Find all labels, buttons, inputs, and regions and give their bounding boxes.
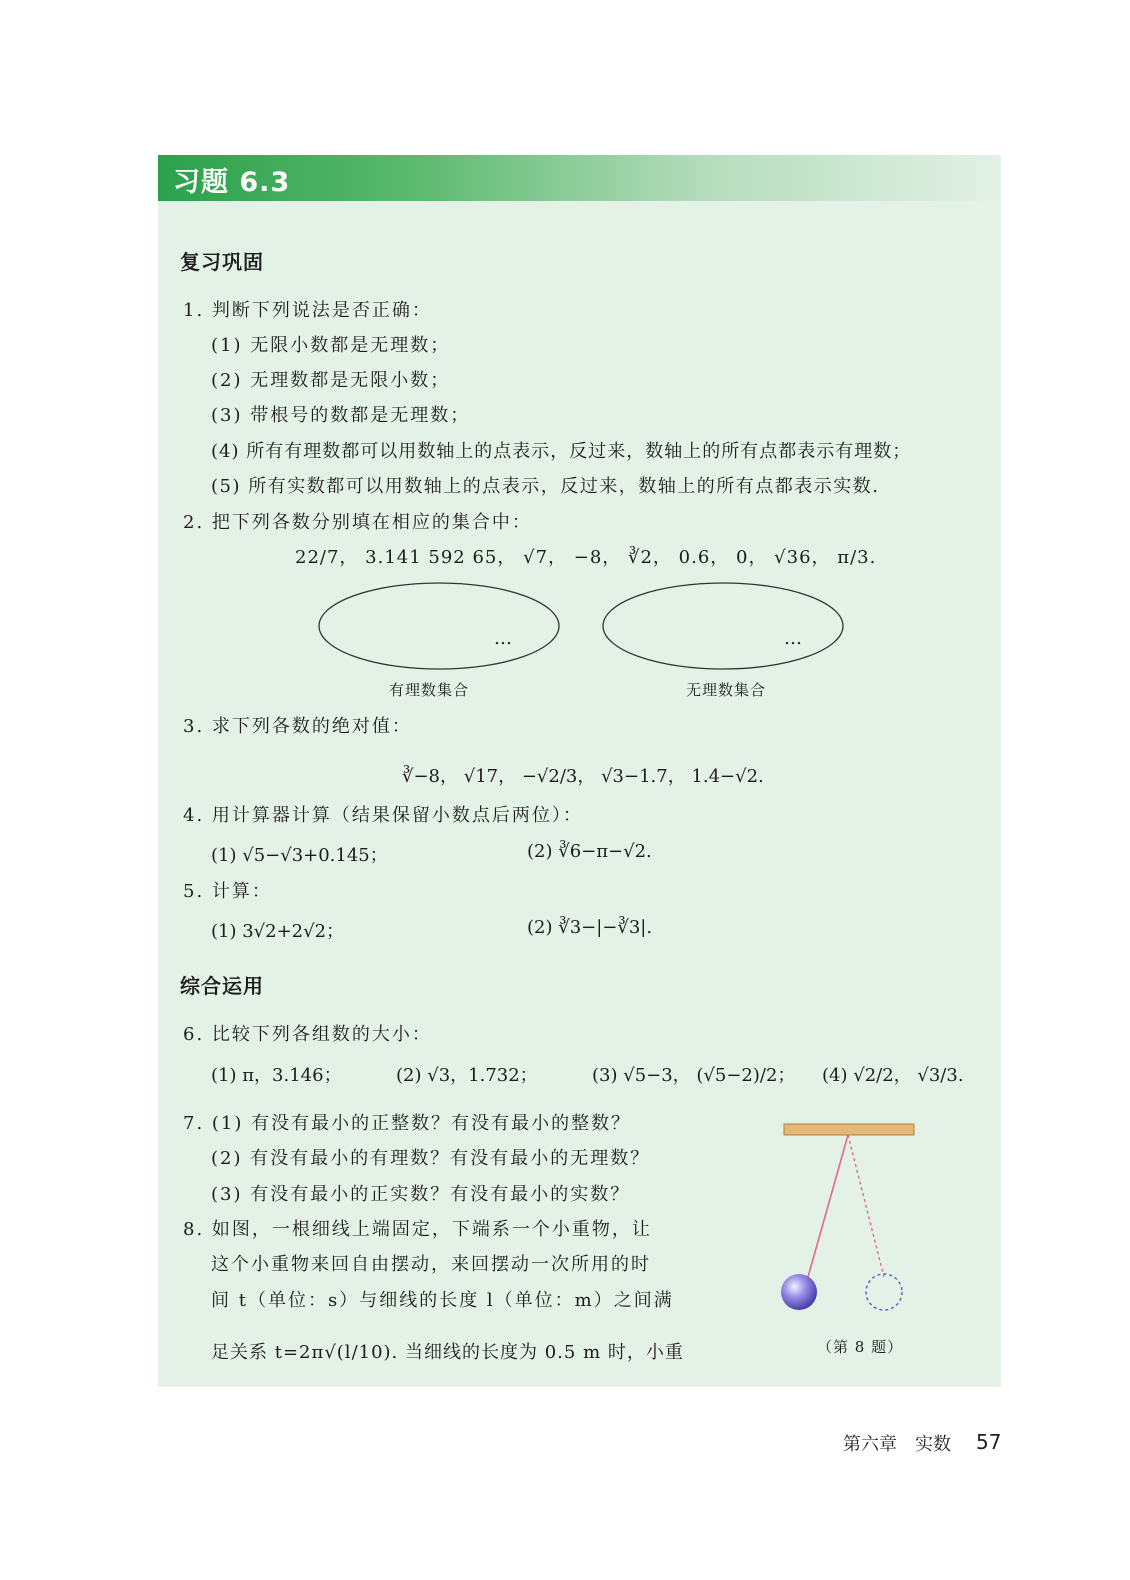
- irrational-set-ellipsis: …: [784, 628, 802, 649]
- pendulum-ball: [781, 1274, 817, 1310]
- pendulum-figure: [770, 1115, 930, 1330]
- q7-part-1: 7. (1) 有没有最小的正整数？有没有最小的整数？: [183, 1113, 632, 1134]
- q4-part-2: (2) ∛6−π−√2.: [527, 841, 652, 862]
- irrational-set-label: 无理数集合: [686, 681, 767, 699]
- q5-part-2: (2) ∛3−|−∛3|.: [527, 917, 653, 938]
- q7-part-3: (3) 有没有最小的正实数？有没有最小的实数？: [211, 1184, 631, 1205]
- pendulum-ball-ghost: [866, 1274, 902, 1310]
- q7-part-2: (2) 有没有最小的有理数？有没有最小的无理数？: [211, 1148, 651, 1169]
- irrational-set-ellipse: [603, 583, 843, 669]
- q1-item-5: (5) 所有实数都可以用数轴上的点表示，反过来，数轴上的所有点都表示实数.: [211, 476, 880, 497]
- q6-part-3: (3) √5−3， (√5−2)/2；: [592, 1065, 796, 1086]
- q1-item-2: (2) 无理数都是无限小数；: [211, 370, 451, 391]
- rational-set-ellipsis: …: [494, 628, 512, 649]
- q2-stem: 2. 把下列各数分别填在相应的集合中：: [183, 512, 532, 533]
- pendulum-support-bar: [784, 1124, 914, 1135]
- q6-part-1: (1) π，3.146；: [211, 1065, 342, 1086]
- q1-item-4: (4) 所有有理数都可以用数轴上的点表示，反过来，数轴上的所有点都表示有理数；: [211, 441, 912, 462]
- q1-item-3: (3) 带根号的数都是无理数；: [211, 405, 471, 426]
- q8-line-4: 足关系 t=2π√(l/10). 当细线的长度为 0.5 m 时，小重: [211, 1342, 684, 1363]
- pendulum-string-dashed: [848, 1135, 884, 1277]
- section-apply-heading: 综合运用: [180, 974, 264, 998]
- exercise-title: 习题 6.3: [173, 167, 291, 198]
- q1-item-1: (1) 无限小数都是无理数；: [211, 335, 451, 356]
- q5-part-1: (1) 3√2+2√2；: [211, 921, 345, 942]
- q4-part-1: (1) √5−√3+0.145；: [211, 845, 388, 866]
- q4-stem: 4. 用计算器计算（结果保留小数点后两位）：: [183, 805, 583, 826]
- q8-line-2: 这个小重物来回自由摆动，来回摆动一次所用的时: [211, 1254, 651, 1275]
- rational-set-ellipse: [319, 583, 559, 669]
- q1-stem: 1. 判断下列说法是否正确：: [183, 300, 432, 321]
- q6-stem: 6. 比较下列各组数的大小：: [183, 1024, 432, 1045]
- section-review-heading: 复习巩固: [180, 250, 264, 274]
- q3-stem: 3. 求下列各数的绝对值：: [183, 716, 412, 737]
- chapter-label: 第六章 实数: [843, 1434, 951, 1455]
- set-ellipses: [310, 578, 855, 678]
- q2-numbers: 22/7， 3.141 592 65， √7， −8， ∛2， 0.6， 0， √36， π/3.: [295, 547, 877, 568]
- q5-stem: 5. 计算：: [183, 881, 272, 902]
- q3-expression: ∛−8， √17， −√2/3， √3−1.7， 1.4−√2.: [402, 766, 764, 787]
- q8-line-1: 8. 如图，一根细线上端固定，下端系一个小重物，让: [183, 1219, 652, 1240]
- rational-set-label: 有理数集合: [389, 681, 470, 699]
- q6-part-4: (4) √2/2， √3/3.: [822, 1065, 964, 1086]
- pendulum-string: [808, 1135, 848, 1277]
- q6-part-2: (2) √3，1.732；: [396, 1065, 538, 1086]
- q8-line-3: 间 t（单位：s）与细线的长度 l（单位：m）之间满: [211, 1290, 674, 1311]
- page-number: 57: [976, 1430, 1002, 1454]
- figure-caption: （第 8 题）: [817, 1338, 904, 1356]
